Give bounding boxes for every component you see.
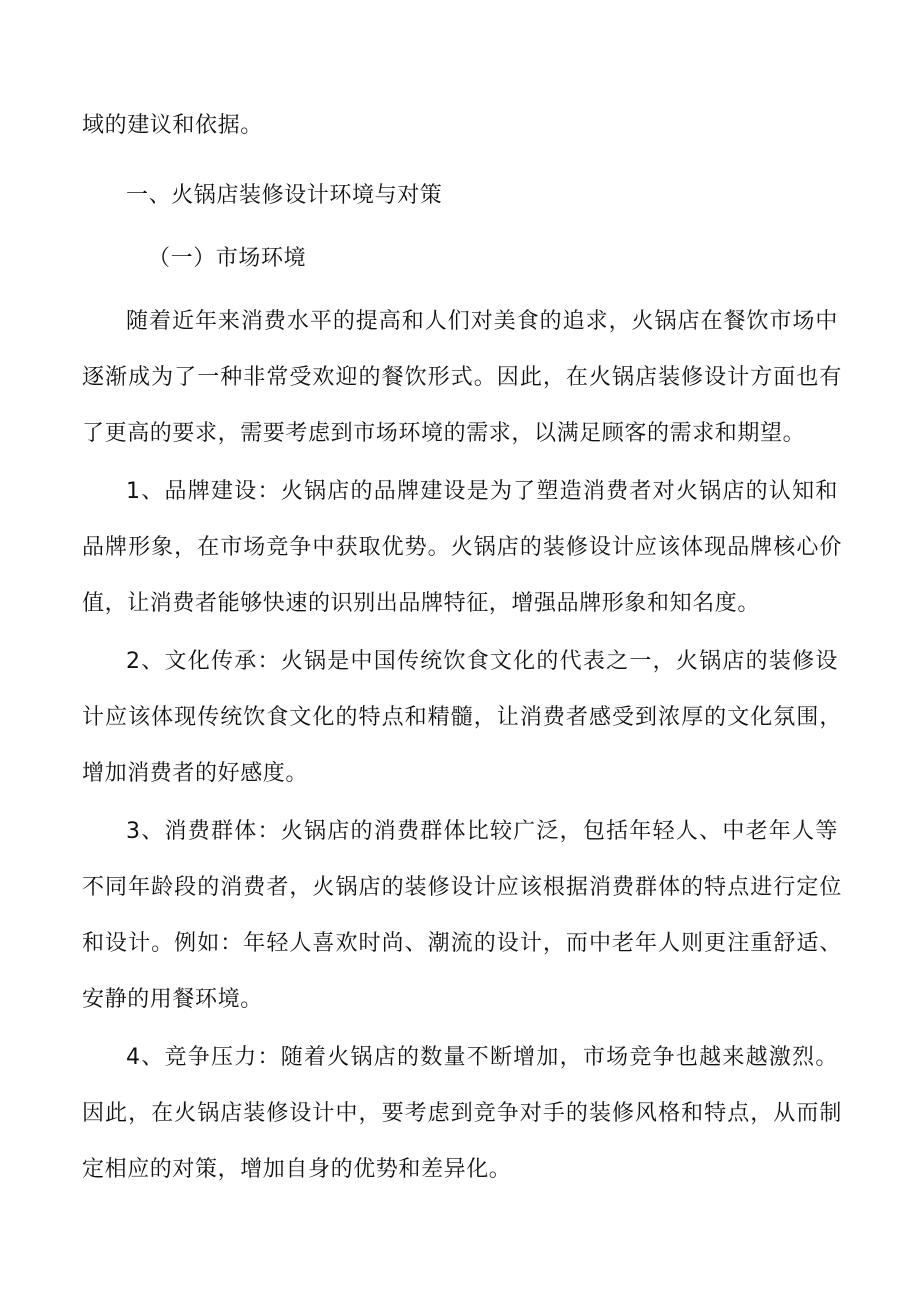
list-item-culture-line: 2、文化传承：火锅是中国传统饮食文化的代表之一，火锅店的装修设 (126, 649, 838, 674)
list-item-competition-line: 因此，在火锅店装修设计中，要考虑到竞争对手的装修风格和特点，从而制 (82, 1101, 842, 1126)
list-item-consumer-line: 和设计。例如：年轻人喜欢时尚、潮流的设计，而中老年人则更注重舒适、 (82, 931, 842, 956)
paragraph-line: 了更高的要求，需要考虑到市场环境的需求，以满足顾客的需求和期望。 (82, 421, 806, 446)
subsection-heading: （一）市场环境 (148, 246, 307, 271)
list-item-culture-line: 增加消费者的好感度。 (82, 761, 309, 786)
section-heading: 一、火锅店装修设计环境与对策 (126, 183, 443, 208)
list-item-brand-line: 品牌形象，在市场竞争中获取优势。火锅店的装修设计应该体现品牌核心价 (82, 535, 842, 560)
list-item-brand-line: 1、品牌建设：火锅店的品牌建设是为了塑造消费者对火锅店的认知和 (126, 479, 838, 504)
list-item-competition-line: 定相应的对策，增加自身的优势和差异化。 (82, 1157, 512, 1182)
list-item-culture-line: 计应该体现传统饮食文化的特点和精髓，让消费者感受到浓厚的文化氛围， (82, 705, 842, 730)
list-item-brand-line: 值，让消费者能够快速的识别出品牌特征，增强品牌形象和知名度。 (82, 591, 761, 616)
list-item-consumer-line: 安静的用餐环境。 (82, 987, 263, 1012)
paragraph-line: 逐渐成为了一种非常受欢迎的餐饮形式。因此，在火锅店装修设计方面也有 (82, 365, 842, 390)
list-item-competition-line: 4、竞争压力：随着火锅店的数量不断增加，市场竞争也越来越激烈。 (126, 1045, 838, 1070)
list-item-consumer-line: 不同年龄段的消费者，火锅店的装修设计应该根据消费群体的特点进行定位 (82, 875, 842, 900)
list-item-consumer-line: 3、消费群体：火锅店的消费群体比较广泛，包括年轻人、中老年人等 (126, 819, 838, 844)
paragraph-continuation-line: 域的建议和依据。 (82, 113, 263, 138)
paragraph-line: 随着近年来消费水平的提高和人们对美食的追求，火锅店在餐饮市场中 (126, 309, 838, 334)
